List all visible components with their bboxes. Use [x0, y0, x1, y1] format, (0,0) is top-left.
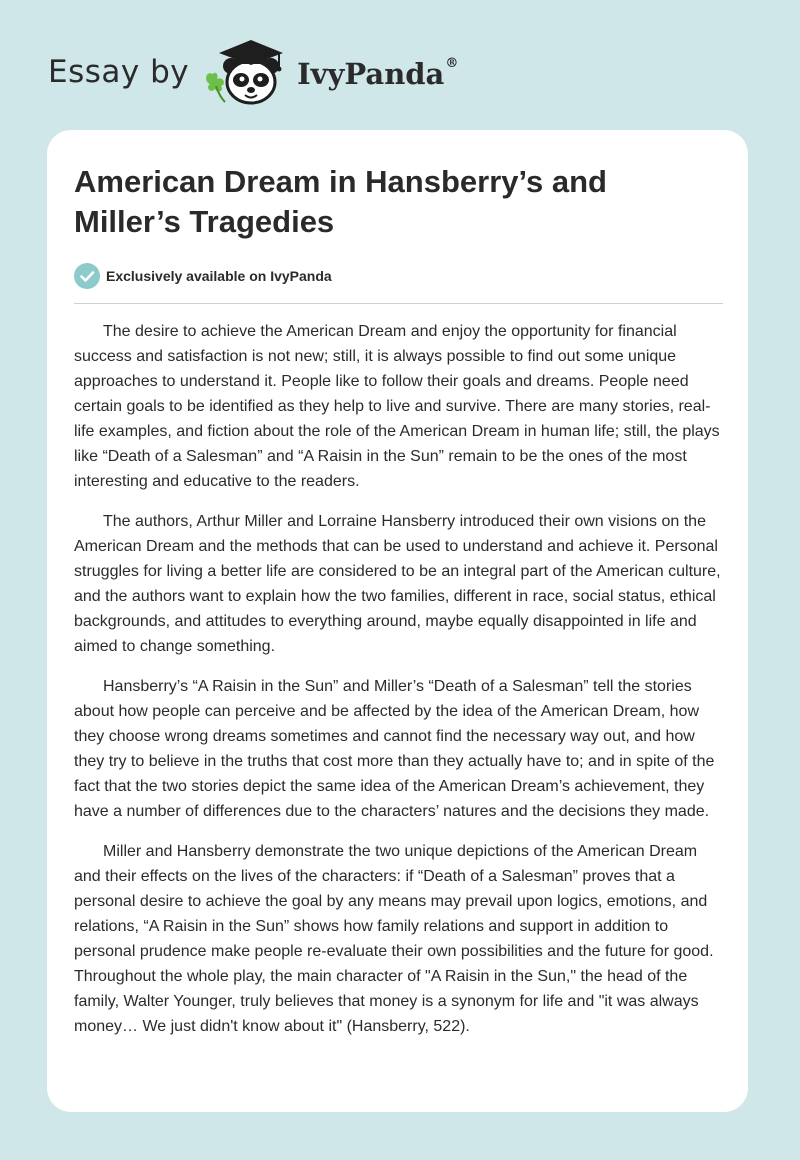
essay-paragraph: Miller and Hansberry demonstrate the two unique depictions of the American Dream and their effects on the lives of the characters: if “Death of a Salesman” proves that a personal desire to achieve the goal by any means may prevail upon logics, emotions, and relations, “A Raisin in the Sun” shows how family relations and support in addition to personal prudence make people re-evaluate their own possibilities and the future for good. Throughout the whole play, the main character of "A Raisin in the Sun," the head of the family, Walter Younger, truly believes that money is a synonym for life and "it was always money… We just didn't know about it" (Hansberry, 522). — [74, 843, 714, 1035]
exclusive-badge-label: Exclusively available on IvyPanda — [106, 268, 332, 284]
panda-graduate-icon — [201, 36, 293, 108]
exclusive-badge — [74, 263, 332, 289]
essay-paragraph: The authors, Arthur Miller and Lorraine Hansberry introduced their own visions on the American Dream and the methods that can be used to understand and achieve it. Personal struggles for living a better life are considered to be an integral part of the American culture, and the authors want to explain how the two families, different in race, social status, ethical backgrounds, and attitudes to everything around, maybe equally disappointed in life and aimed to change something. — [74, 513, 721, 655]
essay-body — [74, 319, 723, 1054]
registered-mark: ® — [445, 56, 459, 72]
essay-by-label: Essay by — [48, 54, 190, 90]
check-circle-icon — [74, 263, 100, 289]
essay-card — [47, 130, 748, 1112]
essay-title: American Dream in Hansberry’s and Miller’s Tragedies — [74, 164, 607, 239]
essay-paragraph: Hansberry’s “A Raisin in the Sun” and Miller’s “Death of a Salesman” tell the stories about how people can perceive and be affected by the idea of the American Dream, how they choose wrong dreams sometimes and cannot find the necessary way out, and how they try to believe in the truths that cost more than they actually have to; and in spite of the fact that the two stories depict the same idea of the American Dream’s achievement, they have a number of differences due to the characters’ natures and the decisions they made. — [74, 678, 715, 820]
essay-paragraph: The desire to achieve the American Dream and enjoy the opportunity for financial success and satisfaction is not new; still, it is always possible to find out some unique approaches to understand it. People like to follow their goals and dreams. People need certain goals to be identified as they help to live and survive. There are many stories, real-life examples, and fiction about the role of the American Dream in human life; still, the plays like “Death of a Salesman” and “A Raisin in the Sun” remain to be the ones of the most interesting and educative to the readers. — [74, 323, 720, 490]
brand-name: IvyPanda® — [297, 56, 459, 91]
site-header-logo[interactable] — [48, 36, 458, 108]
title-divider — [74, 303, 723, 304]
